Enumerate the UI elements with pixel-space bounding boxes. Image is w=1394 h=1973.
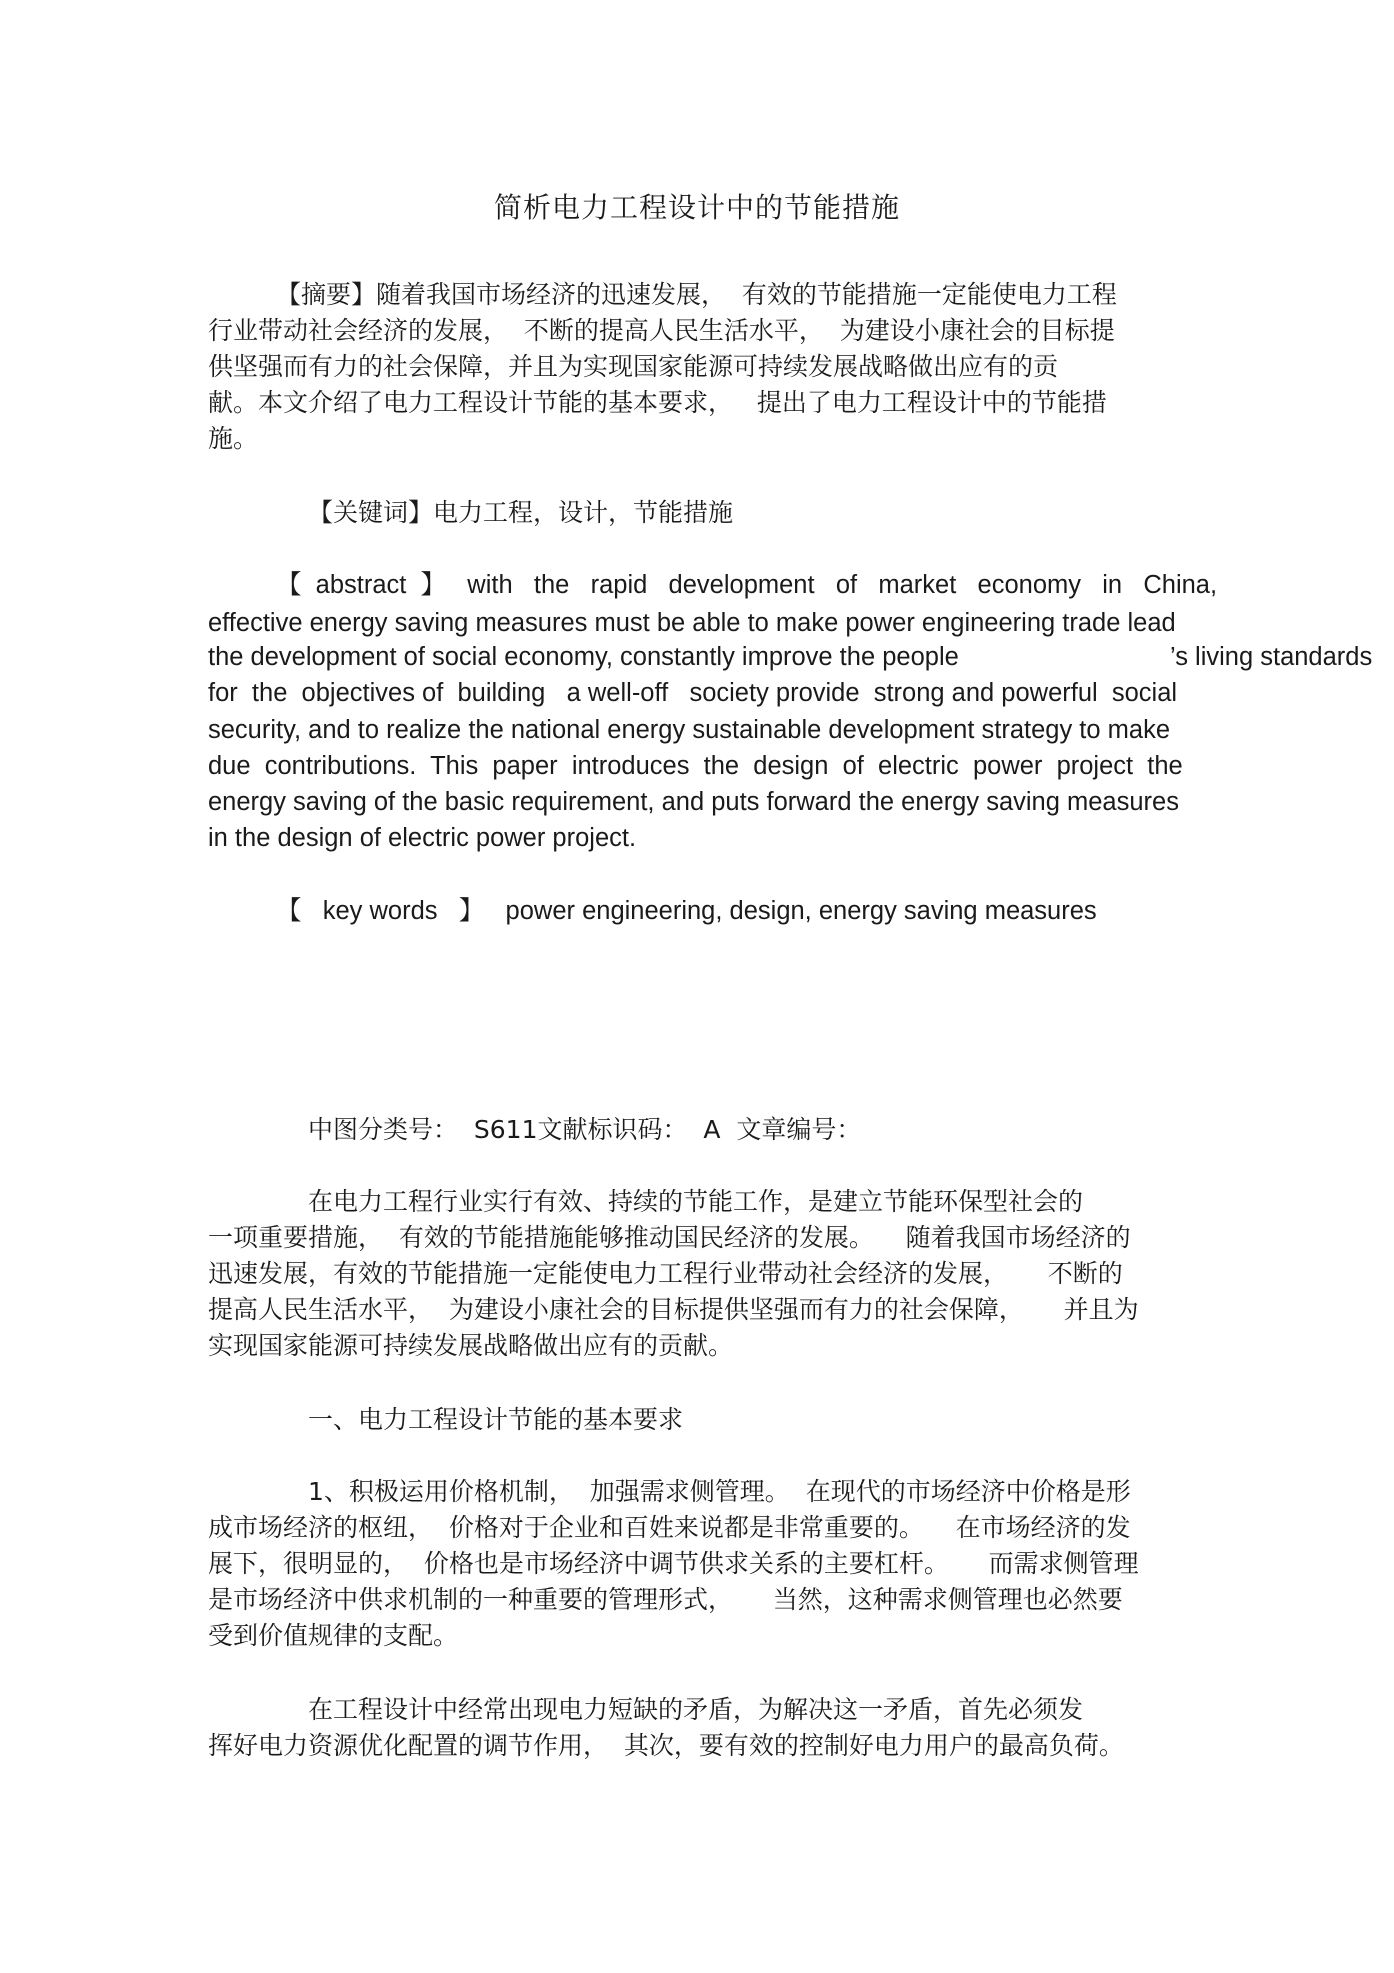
abstract-cn-line: 【摘要】随着我国市场经济的迅速发展， 有效的节能措施一定能使电力工程 — [276, 280, 1117, 309]
abstract-cn-line: 供坚强而有力的社会保障，并且为实现国家能源可持续发展战略做出应有的贡 — [208, 352, 1059, 381]
section1-para2-line: 在工程设计中经常出现电力短缺的矛盾，为解决这一矛盾，首先必须发 — [308, 1695, 1084, 1724]
abstract-cn-line: 行业带动社会经济的发展， 不断的提高人民生活水平， 为建设小康社会的目标提 — [208, 316, 1115, 345]
intro-line: 在电力工程行业实行有效、持续的节能工作，是建立节能环保型社会的 — [308, 1187, 1084, 1216]
abstract-en-line: security, and to realize the national energy sustainable development strategy to make — [208, 716, 1171, 744]
intro-line: 迅速发展，有效的节能措施一定能使电力工程行业带动社会经济的发展， 不断的 — [208, 1259, 1123, 1288]
page-title: 简析电力工程设计中的节能措施 — [493, 191, 900, 224]
abstract-en-line: effective energy saving measures must be able to make power engineering trade lead — [208, 609, 1176, 637]
abstract-en-line: in the design of electric power project. — [208, 824, 637, 852]
section-heading: 一、电力工程设计节能的基本要求 — [308, 1405, 684, 1434]
abstract-en-line: energy saving of the basic requirement, and puts forward the energy saving measures — [208, 788, 1179, 816]
abstract-cn-line: 献。本文介绍了电力工程设计节能的基本要求， 提出了电力工程设计中的节能措 — [208, 388, 1107, 417]
intro-line: 一项重要措施， 有效的节能措施能够推动国民经济的发展。 随着我国市场经济的 — [208, 1223, 1131, 1252]
section1-para1-line: 展下，很明显的， 价格也是市场经济中调节供求关系的主要杠杆。 而需求侧管理 — [208, 1549, 1139, 1578]
section1-para2-line: 挥好电力资源优化配置的调节作用， 其次，要有效的控制好电力用户的最高负荷。 — [208, 1731, 1124, 1760]
abstract-en-line: for the objectives of building a well-off society provide strong and powerful social — [208, 679, 1178, 707]
keywords-en: 【 key words 】 power engineering, design, energy saving measures — [276, 897, 1097, 925]
abstract-en-overflow-fragment: ’s living standards — [1170, 643, 1373, 671]
keywords-cn: 【关键词】电力工程，设计，节能措施 — [308, 498, 734, 527]
abstract-en-line: 【 abstract 】 with the rapid development of market economy in China, — [276, 571, 1218, 599]
abstract-en-line: due contributions. This paper introduces the design of electric power project the — [208, 752, 1183, 780]
intro-line: 提高人民生活水平， 为建设小康社会的目标提供坚强而有力的社会保障， 并且为 — [208, 1295, 1139, 1324]
intro-line: 实现国家能源可持续发展战略做出应有的贡献。 — [208, 1331, 734, 1360]
abstract-en-line: the development of social economy, constantly improve the people — [208, 643, 959, 671]
section1-para1-line: 成市场经济的枢纽， 价格对于企业和百姓来说都是非常重要的。 在市场经济的发 — [208, 1513, 1131, 1542]
section1-para1-line: 1、积极运用价格机制， 加强需求侧管理。 在现代的市场经济中价格是形 — [308, 1477, 1131, 1506]
section1-para1-line: 受到价值规律的支配。 — [208, 1621, 459, 1650]
abstract-cn-line: 施。 — [208, 424, 259, 453]
section1-para1-line: 是市场经济中供求机制的一种重要的管理形式， 当然，这种需求侧管理也必然要 — [208, 1585, 1123, 1614]
classification-line: 中图分类号： S611文献标识码： A 文章编号： — [308, 1115, 862, 1144]
